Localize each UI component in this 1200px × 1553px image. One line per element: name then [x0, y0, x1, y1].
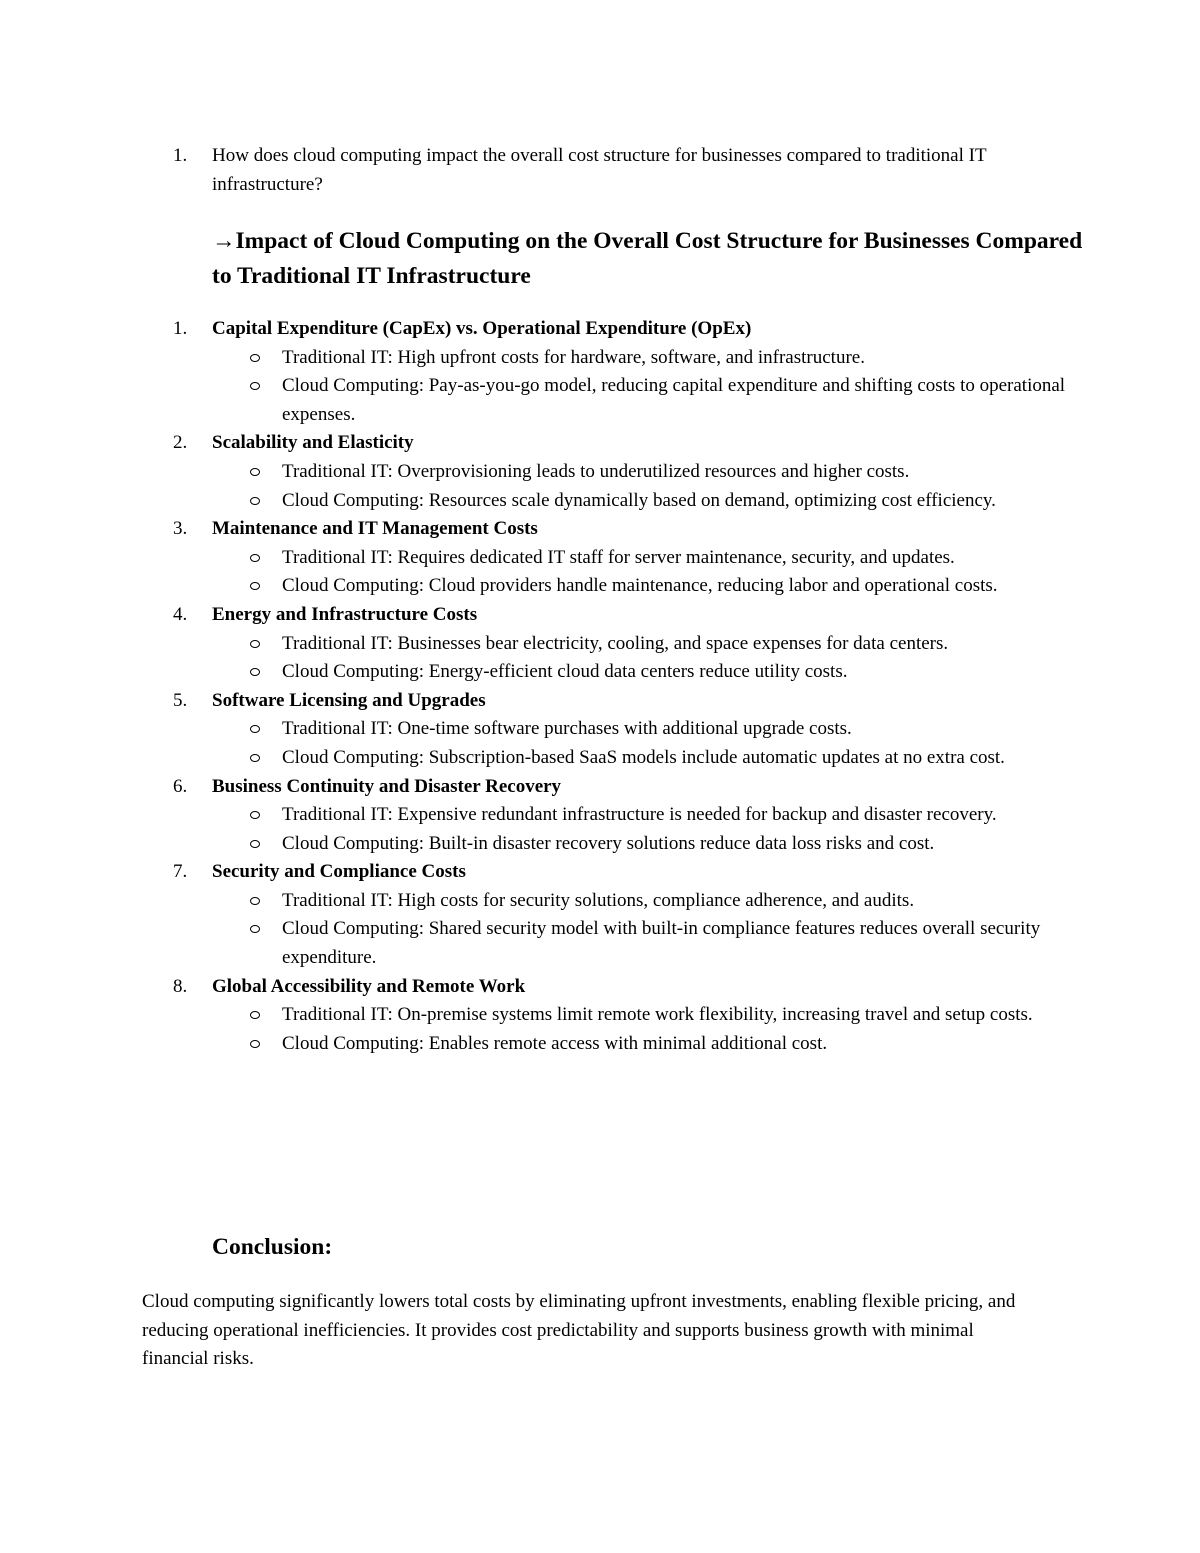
bullet-list: [173, 887, 1073, 973]
circle-bullet-icon: [250, 725, 260, 733]
point-number: 1.: [173, 318, 188, 339]
bullet-item: [173, 658, 1067, 687]
point-item: [173, 315, 1073, 429]
bullet-item: [173, 830, 1067, 859]
question-number: 1.: [173, 145, 188, 166]
point-title: Software Licensing and Upgrades: [212, 689, 486, 711]
circle-bullet-icon: [250, 382, 260, 390]
bullet-item: [173, 715, 1067, 744]
circle-bullet-icon: [250, 925, 260, 933]
point-number: 7.: [173, 861, 188, 883]
circle-bullet-icon: [250, 668, 260, 676]
bullet-item: [173, 572, 1067, 601]
bullet-list: [173, 715, 1073, 772]
point-title: Maintenance and IT Management Costs: [212, 518, 538, 540]
point-item: [173, 429, 1073, 515]
point-number: 4.: [173, 603, 188, 625]
circle-bullet-icon: [250, 468, 260, 476]
bullet-text: Cloud Computing: Built-in disaster recovery solutions reduce data loss risks and cost.: [282, 832, 935, 854]
circle-bullet-icon: [250, 840, 260, 848]
point-number: 2.: [173, 432, 188, 454]
question-text: How does cloud computing impact the overall cost structure for businesses compared to traditional IT infrastructure?: [212, 145, 987, 195]
bullet-text: Traditional IT: One-time software purchases with additional upgrade costs.: [282, 718, 852, 740]
bullet-text: Cloud Computing: Resources scale dynamically based on demand, optimizing cost efficiency.: [282, 489, 996, 511]
circle-bullet-icon: [250, 497, 260, 505]
bullet-text: Cloud Computing: Pay-as-you-go model, reducing capital expenditure and shifting costs to operational expenses.: [282, 375, 1066, 425]
point-item: [173, 601, 1073, 687]
point-title: Security and Compliance Costs: [212, 861, 466, 883]
bullet-text: Traditional IT: Overprovisioning leads to underutilized resources and higher costs.: [282, 460, 910, 482]
circle-bullet-icon: [250, 1040, 260, 1048]
circle-bullet-icon: [250, 811, 260, 819]
bullet-text: Traditional IT: Businesses bear electricity, cooling, and space expenses for data centers.: [282, 632, 949, 654]
bullet-text: Traditional IT: Requires dedicated IT staff for server maintenance, security, and updates.: [282, 546, 955, 568]
bullet-item: [173, 630, 1067, 659]
point-title: Scalability and Elasticity: [212, 432, 414, 454]
circle-bullet-icon: [250, 640, 260, 648]
bullet-list: [173, 1001, 1073, 1058]
bullet-item: [173, 344, 1067, 373]
point-title: Energy and Infrastructure Costs: [212, 603, 478, 625]
bullet-item: [173, 487, 1067, 516]
bullet-text: Traditional IT: Expensive redundant infrastructure is needed for backup and disaster recovery.: [282, 804, 997, 826]
points-list: [173, 315, 1073, 1058]
bullet-text: Cloud Computing: Energy-efficient cloud data centers reduce utility costs.: [282, 661, 848, 683]
bullet-text: Cloud Computing: Subscription-based SaaS models include automatic updates at no extra cost.: [282, 746, 1005, 768]
point-title: Capital Expenditure (CapEx) vs. Operational Expenditure (OpEx): [212, 318, 752, 339]
circle-bullet-icon: [250, 897, 260, 905]
bullet-item: [173, 801, 1067, 830]
circle-bullet-icon: [250, 554, 260, 562]
answer-heading: →Impact of Cloud Computing on the Overall Cost Structure for Businesses Compared to Traditional IT Infrastructure: [212, 228, 1083, 289]
point-item: [173, 773, 1073, 859]
bullet-list: [173, 458, 1073, 515]
bullet-list: [173, 544, 1073, 601]
bullet-item: [173, 372, 1067, 429]
point-item: [173, 515, 1073, 601]
bullet-text: Cloud Computing: Shared security model with built-in compliance features reduces overall security expenditure.: [282, 918, 1041, 969]
point-item: [173, 858, 1073, 972]
bullet-item: [173, 544, 1067, 573]
bullet-item: [173, 1001, 1067, 1030]
point-number: 5.: [173, 689, 188, 711]
point-title: Business Continuity and Disaster Recovery: [212, 775, 562, 797]
circle-bullet-icon: [250, 754, 260, 762]
bullet-text: Traditional IT: On-premise systems limit remote work flexibility, increasing travel and setup costs.: [282, 1004, 1033, 1026]
bullet-item: [173, 744, 1067, 773]
bullet-item: [173, 458, 1067, 487]
circle-bullet-icon: [250, 354, 260, 362]
bullet-list: [173, 344, 1073, 430]
conclusion-paragraph: Cloud computing significantly lowers total costs by eliminating upfront investments, enabling flexible pricing, and reducing operational inefficiencies. It provides cost predictability and supports business growth with minimal financial risks.: [142, 1291, 1016, 1370]
bullet-text: Cloud Computing: Cloud providers handle maintenance, reducing labor and operational costs.: [282, 575, 998, 597]
point-number: 8.: [173, 975, 188, 997]
bullet-text: Traditional IT: High upfront costs for hardware, software, and infrastructure.: [282, 346, 865, 368]
bullet-item: [173, 1030, 1067, 1059]
circle-bullet-icon: [250, 1011, 260, 1019]
bullet-item: [173, 915, 1067, 972]
point-title: Global Accessibility and Remote Work: [212, 975, 526, 997]
bullet-item: [173, 887, 1067, 916]
point-item: [173, 973, 1073, 1059]
conclusion-heading: Conclusion:: [212, 1234, 333, 1260]
circle-bullet-icon: [250, 582, 260, 590]
point-number: 3.: [173, 518, 188, 540]
bullet-text: Cloud Computing: Enables remote access with minimal additional cost.: [282, 1032, 828, 1054]
question: [173, 141, 1053, 199]
bullet-text: Traditional IT: High costs for security solutions, compliance adherence, and audits.: [282, 889, 915, 911]
bullet-list: [173, 801, 1073, 858]
bullet-list: [173, 630, 1073, 687]
point-item: [173, 687, 1073, 773]
point-number: 6.: [173, 775, 188, 797]
